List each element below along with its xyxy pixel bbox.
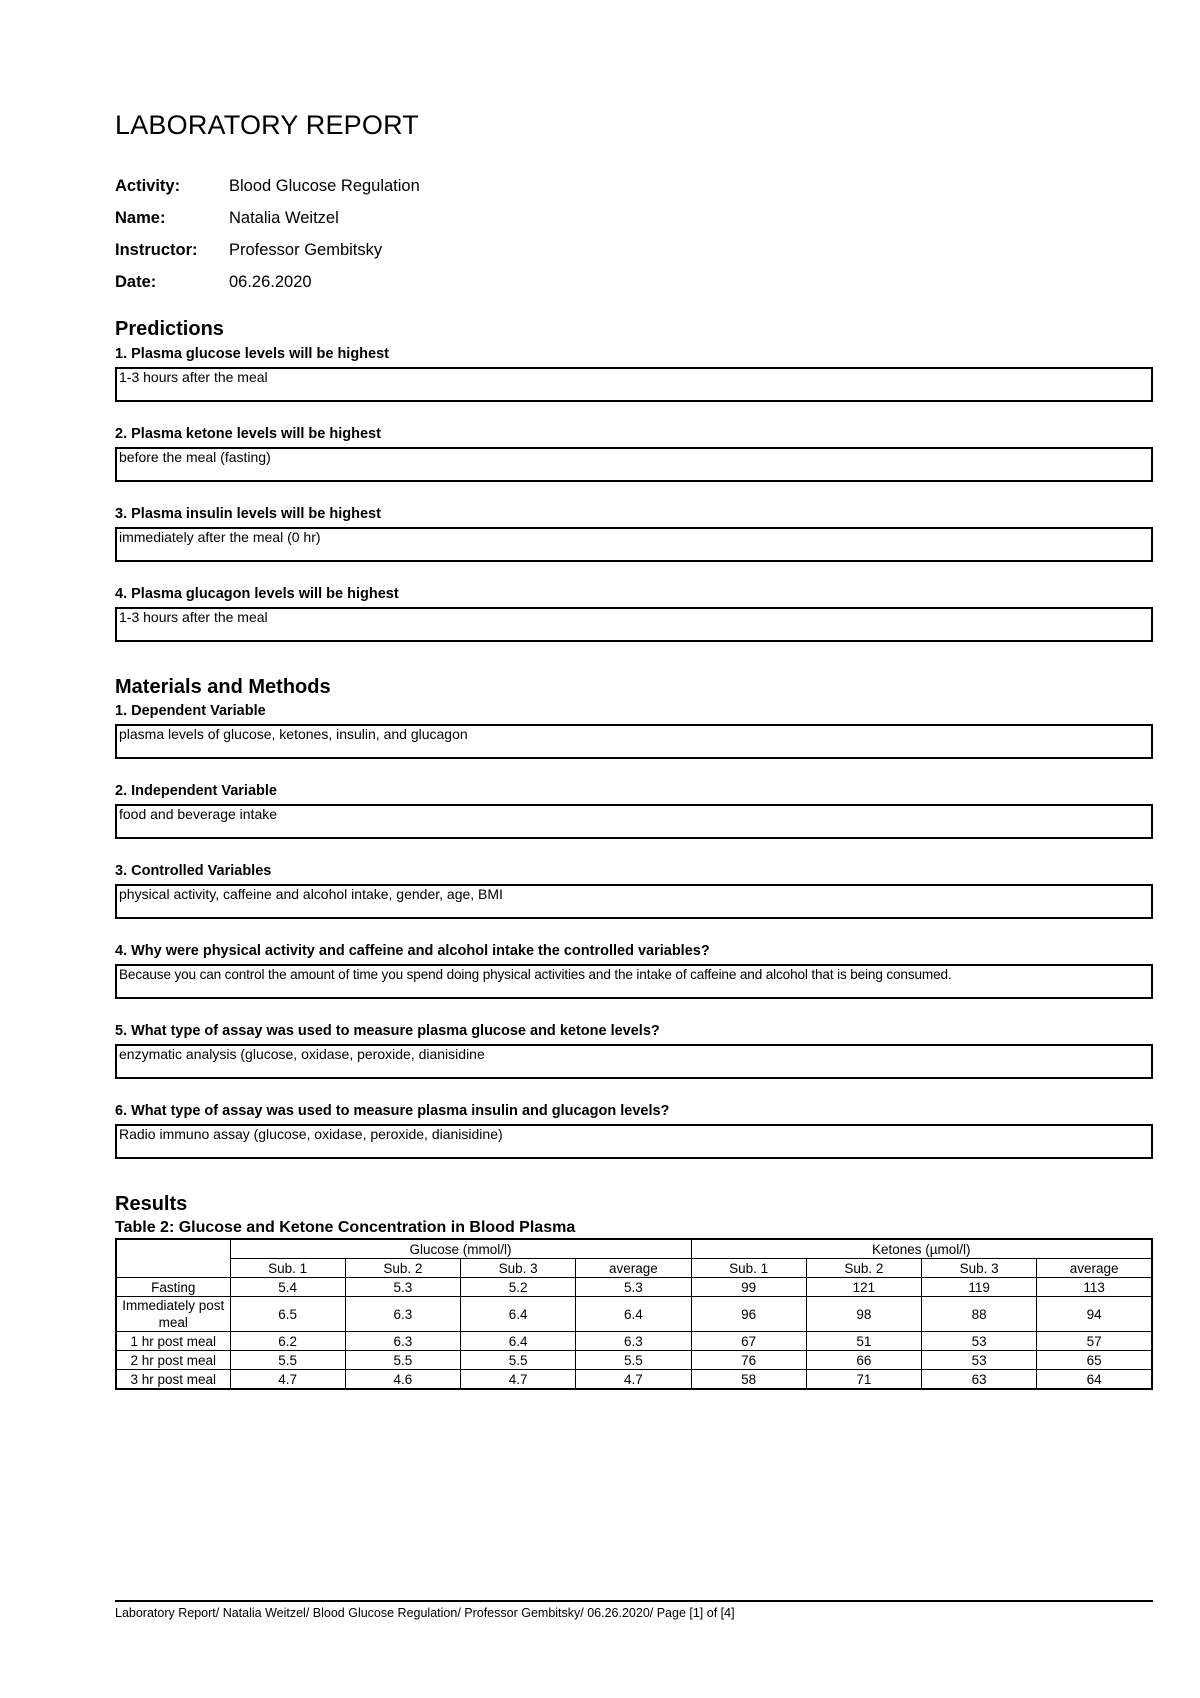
meta-value: Natalia Weitzel: [229, 208, 339, 227]
meta-value: 06.26.2020: [229, 272, 312, 291]
table-cell: 121: [806, 1278, 921, 1297]
method-5: [115, 1022, 1153, 1079]
results-table-body: [116, 1278, 1152, 1390]
answer-field[interactable]: 1-3 hours after the meal: [115, 607, 1153, 642]
table-cell: 5.5: [461, 1351, 576, 1370]
report-title: LABORATORY REPORT: [115, 110, 419, 140]
row-label: 1 hr post meal: [116, 1332, 230, 1351]
answer-field[interactable]: enzymatic analysis (glucose, oxidase, peroxide, dianisidine: [115, 1044, 1153, 1079]
table-cell: 53: [922, 1332, 1037, 1351]
meta-key: Instructor:: [115, 240, 198, 259]
meta-key: Name:: [115, 208, 166, 227]
row-label: Fasting: [116, 1278, 230, 1297]
table-cell: 58: [691, 1370, 806, 1390]
table-row: [116, 1351, 1152, 1370]
question-label: 6. What type of assay was used to measure plasma insulin and glucagon levels?: [115, 1103, 670, 1119]
method-1: [115, 702, 1153, 759]
group-header-ketones: Ketones (µmol/l): [691, 1239, 1152, 1259]
sub-header: Sub. 1: [230, 1259, 345, 1278]
table-cell: 99: [691, 1278, 806, 1297]
table-cell: 63: [922, 1370, 1037, 1390]
question-label: 2. Plasma ketone levels will be highest: [115, 426, 381, 442]
group-header-glucose: Glucose (mmol/l): [230, 1239, 691, 1259]
table-cell: 6.3: [345, 1297, 460, 1332]
table-cell: 66: [806, 1351, 921, 1370]
predictions-heading: Predictions: [115, 318, 224, 340]
table-cell: 4.6: [345, 1370, 460, 1390]
table-cell: 5.5: [576, 1351, 691, 1370]
results-table: [115, 1238, 1153, 1390]
report-meta: [115, 170, 420, 298]
method-3: [115, 862, 1153, 919]
method-6: [115, 1102, 1153, 1159]
sub-header: Sub. 2: [345, 1259, 460, 1278]
table-cell: 4.7: [230, 1370, 345, 1390]
table-corner-cell: [116, 1239, 230, 1278]
row-label: 2 hr post meal: [116, 1351, 230, 1370]
table-cell: 6.4: [576, 1297, 691, 1332]
table-cell: 76: [691, 1351, 806, 1370]
table-cell: 67: [691, 1332, 806, 1351]
sub-header: Sub. 3: [922, 1259, 1037, 1278]
table-cell: 64: [1037, 1370, 1152, 1390]
prediction-2: [115, 425, 1153, 482]
question-label: 1. Dependent Variable: [115, 703, 266, 719]
table-row: [116, 1332, 1152, 1351]
table-cell: 51: [806, 1332, 921, 1351]
question-label: 4. Plasma glucagon levels will be highest: [115, 586, 399, 602]
sub-header: Sub. 1: [691, 1259, 806, 1278]
answer-field[interactable]: food and beverage intake: [115, 804, 1153, 839]
table-group-header-row: [116, 1239, 1152, 1259]
table-row: [116, 1297, 1152, 1332]
table-row: [116, 1278, 1152, 1297]
meta-row-activity: [115, 170, 420, 202]
page-footer: Laboratory Report/ Natalia Weitzel/ Blood Glucose Regulation/ Professor Gembitsky/ 06.26.2020/ Page [1] of [4]: [115, 1606, 735, 1620]
sub-header: Sub. 2: [806, 1259, 921, 1278]
table-cell: 65: [1037, 1351, 1152, 1370]
table-cell: 5.3: [576, 1278, 691, 1297]
table-cell: 5.3: [345, 1278, 460, 1297]
meta-row-date: [115, 266, 420, 298]
table-cell: 5.5: [345, 1351, 460, 1370]
sub-header: average: [576, 1259, 691, 1278]
table-cell: 6.2: [230, 1332, 345, 1351]
table-cell: 6.5: [230, 1297, 345, 1332]
table-row: [116, 1370, 1152, 1390]
meta-value: Professor Gembitsky: [229, 240, 383, 259]
meta-row-instructor: [115, 234, 420, 266]
table-cell: 57: [1037, 1332, 1152, 1351]
table-cell: 119: [922, 1278, 1037, 1297]
table-cell: 6.4: [461, 1332, 576, 1351]
results-heading: Results: [115, 1193, 188, 1215]
answer-field[interactable]: Because you can control the amount of time you spend doing physical activities and the intake of caffeine and alcohol that is being consumed.: [115, 964, 1153, 999]
sub-header: Sub. 3: [461, 1259, 576, 1278]
meta-value: Blood Glucose Regulation: [229, 176, 420, 195]
answer-field[interactable]: Radio immuno assay (glucose, oxidase, peroxide, dianisidine): [115, 1124, 1153, 1159]
table-cell: 94: [1037, 1297, 1152, 1332]
method-2: [115, 782, 1153, 839]
table-cell: 4.7: [461, 1370, 576, 1390]
table-cell: 113: [1037, 1278, 1152, 1297]
answer-field[interactable]: before the meal (fasting): [115, 447, 1153, 482]
table-cell: 98: [806, 1297, 921, 1332]
question-label: 2. Independent Variable: [115, 783, 277, 799]
question-label: 3. Controlled Variables: [115, 863, 272, 879]
answer-field[interactable]: immediately after the meal (0 hr): [115, 527, 1153, 562]
question-label: 4. Why were physical activity and caffeine and alcohol intake the controlled variables?: [115, 943, 710, 959]
footer-divider: [115, 1600, 1153, 1602]
table-cell: 5.2: [461, 1278, 576, 1297]
table-cell: 6.3: [576, 1332, 691, 1351]
table-sub-header-row: [116, 1259, 1152, 1278]
table-cell: 6.3: [345, 1332, 460, 1351]
question-label: 3. Plasma insulin levels will be highest: [115, 506, 381, 522]
row-label: Immediately post meal: [116, 1297, 230, 1332]
sub-header: average: [1037, 1259, 1152, 1278]
methods-heading: Materials and Methods: [115, 676, 331, 698]
meta-row-name: [115, 202, 420, 234]
answer-field[interactable]: plasma levels of glucose, ketones, insulin, and glucagon: [115, 724, 1153, 759]
row-label: 3 hr post meal: [116, 1370, 230, 1390]
table-cell: 96: [691, 1297, 806, 1332]
question-label: 5. What type of assay was used to measure plasma glucose and ketone levels?: [115, 1023, 660, 1039]
answer-field[interactable]: 1-3 hours after the meal: [115, 367, 1153, 402]
table-cell: 6.4: [461, 1297, 576, 1332]
meta-key: Date:: [115, 272, 157, 291]
meta-key: Activity:: [115, 176, 181, 195]
table-cell: 53: [922, 1351, 1037, 1370]
prediction-4: [115, 585, 1153, 642]
table-cell: 4.7: [576, 1370, 691, 1390]
prediction-3: [115, 505, 1153, 562]
table-title: Table 2: Glucose and Ketone Concentration in Blood Plasma: [115, 1219, 576, 1236]
table-cell: 88: [922, 1297, 1037, 1332]
question-label: 1. Plasma glucose levels will be highest: [115, 346, 389, 362]
table-cell: 5.4: [230, 1278, 345, 1297]
table-cell: 71: [806, 1370, 921, 1390]
answer-field[interactable]: physical activity, caffeine and alcohol intake, gender, age, BMI: [115, 884, 1153, 919]
table-cell: 5.5: [230, 1351, 345, 1370]
prediction-1: [115, 345, 1153, 402]
method-4: [115, 942, 1153, 999]
